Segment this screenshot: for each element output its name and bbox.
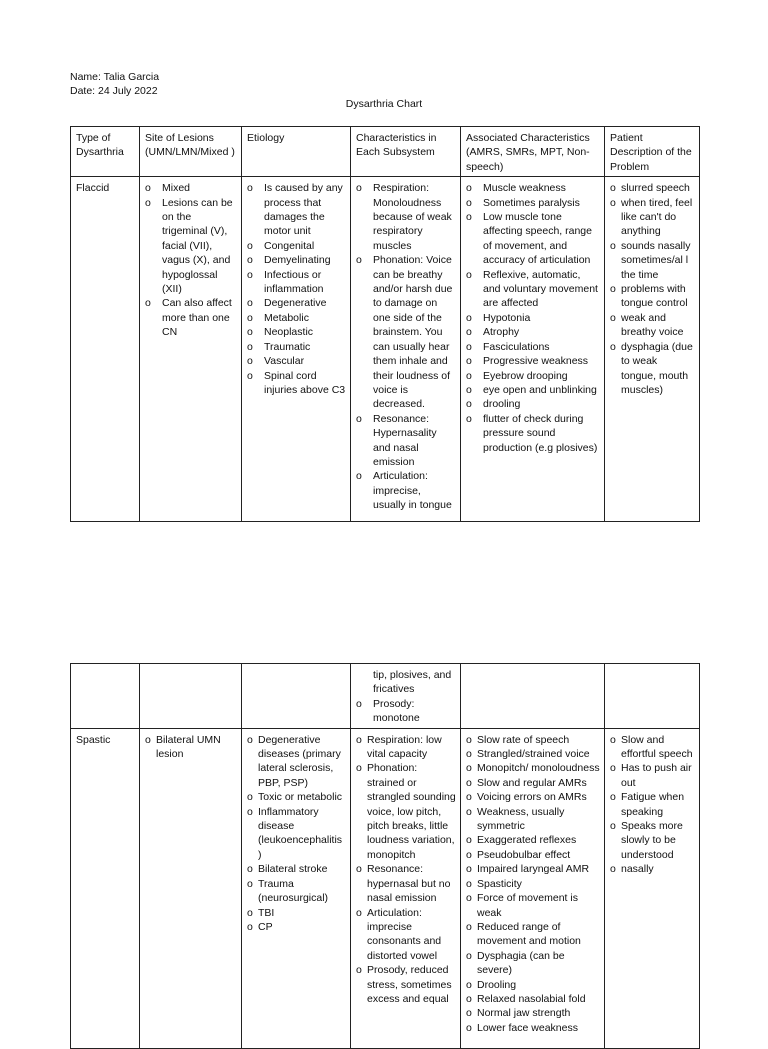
list-item: o Relaxed nasolabial fold (466, 992, 600, 1006)
list-item: o Prosody, reduced stress, sometimes excess and equal (356, 963, 456, 1006)
list-item: o Fatigue when speaking (610, 790, 695, 819)
name-line: Name: Talia Garcia (70, 71, 160, 83)
list-item: o Can also affect more than one CN (145, 296, 237, 339)
list-item: o Infectious or inflammation (247, 268, 346, 297)
patient-cell (605, 728, 700, 1048)
characteristics-cell (351, 664, 461, 729)
list-item: o Bilateral stroke (247, 862, 346, 876)
list-item: o Voicing errors on AMRs (466, 790, 600, 804)
site-cell (140, 177, 242, 522)
list-item: o Resonance: hypernasal but no nasal emission (356, 862, 456, 905)
patient-cell (605, 177, 700, 522)
list-item: o Progressive weakness (466, 354, 600, 368)
list-item: o problems with tongue control (610, 282, 695, 311)
column-header: Characteristics in Each Subsystem (351, 127, 461, 177)
associated-cell (461, 177, 605, 522)
associated-cell (461, 664, 605, 729)
patient-cell (605, 664, 700, 729)
list-item: o Articulation: imprecise consonants and distorted vowel (356, 906, 456, 964)
list-item: o Degenerative (247, 296, 346, 310)
list-item: o Fasciculations (466, 340, 600, 354)
list-item: o Low muscle tone affecting speech, range of movement, and accuracy of articulation (466, 210, 600, 268)
list-item: o Drooling (466, 978, 600, 992)
list-item: o Resonance: Hypernasality and nasal emission (356, 412, 456, 470)
list-item: o Dysphagia (can be severe) (466, 949, 600, 978)
list-item: o Neoplastic (247, 325, 346, 339)
list-item: o Articulation: imprecise, usually in tongue (356, 469, 456, 512)
type-cell: Flaccid (71, 177, 140, 522)
list-item: o eye open and unblinking (466, 383, 600, 397)
list-item: o Trauma (neurosurgical) (247, 877, 346, 906)
table-row-flaccid (71, 177, 700, 522)
list-item: o Demyelinating (247, 253, 346, 267)
list-item: o CP (247, 920, 346, 934)
list-item: o Pseudobulbar effect (466, 848, 600, 862)
list-item: o Is caused by any process that damages the motor unit (247, 181, 346, 239)
characteristics-cell (351, 177, 461, 522)
page-title: Dysarthria Chart (345, 98, 423, 110)
associated-cell (461, 728, 605, 1048)
list-item: o Metabolic (247, 311, 346, 325)
type-cell (71, 664, 140, 729)
list-item: o Muscle weakness (466, 181, 600, 195)
type-cell: Spastic (71, 728, 140, 1048)
list-item: o Degenerative diseases (primary lateral sclerosis, PBP, PSP) (247, 733, 346, 791)
list-item: o Eyebrow drooping (466, 369, 600, 383)
list-item: o Congenital (247, 239, 346, 253)
list-item: o flutter of check during pressure sound production (e.g plosives) (466, 412, 600, 455)
list-item: o Atrophy (466, 325, 600, 339)
dysarthria-table-page1 (70, 126, 700, 522)
etiology-cell (242, 177, 351, 522)
etiology-cell (242, 728, 351, 1048)
list-item: o Force of movement is weak (466, 891, 600, 920)
list-item: o Normal jaw strength (466, 1006, 600, 1020)
list-item: o Respiration: Monoloudness because of weak respiratory muscles (356, 181, 456, 253)
list-item: o Impaired laryngeal AMR (466, 862, 600, 876)
column-header: Patient Description of the Problem (605, 127, 700, 177)
list-item: o Bilateral UMN lesion (145, 733, 237, 762)
list-item: o when tired, feel like can't do anything (610, 196, 695, 239)
list-item: o TBI (247, 906, 346, 920)
list-item: o dysphagia (due to weak tongue, mouth muscles) (610, 340, 695, 398)
list-item: o Hypotonia (466, 311, 600, 325)
list-item: o Mixed (145, 181, 237, 195)
list-item: o Strangled/strained voice (466, 747, 600, 761)
list-item: o slurred speech (610, 181, 695, 195)
header-row (71, 127, 700, 177)
list-item: o Reduced range of movement and motion (466, 920, 600, 949)
list-item: o Sometimes paralysis (466, 196, 600, 210)
dysarthria-table-page2 (70, 663, 700, 1049)
continued-text: tip, plosives, and fricatives (373, 669, 452, 696)
list-item: o Slow and effortful speech (610, 733, 695, 762)
list-item: o Exaggerated reflexes (466, 833, 600, 847)
etiology-cell (242, 664, 351, 729)
site-cell (140, 664, 242, 729)
list-item: o Toxic or metabolic (247, 790, 346, 804)
list-item: o drooling (466, 397, 600, 411)
list-item: o Prosody: monotone (356, 697, 456, 726)
list-item: o Spasticity (466, 877, 600, 891)
list-item: o Slow and regular AMRs (466, 776, 600, 790)
list-item: o Phonation: strained or strangled sounding voice, low pitch, pitch breaks, little loudness variation, monopitch (356, 761, 456, 862)
list-item: o Spinal cord injuries above C3 (247, 369, 346, 398)
list-item: o nasally (610, 862, 695, 876)
table-row-continuation (71, 664, 700, 729)
column-header: Associated Characteristics (AMRS, SMRs, MPT, Non-speech) (461, 127, 605, 177)
list-item: o Speaks more slowly to be understood (610, 819, 695, 862)
list-item: o Has to push air out (610, 761, 695, 790)
list-item: o Lower face weakness (466, 1021, 600, 1035)
list-item: o Vascular (247, 354, 346, 368)
site-cell (140, 728, 242, 1048)
column-header: Etiology (242, 127, 351, 177)
list-item: o Monopitch/ monoloudness (466, 761, 600, 775)
list-item: o Phonation: Voice can be breathy and/or harsh due to damage on one side of the brainstem. You can usually hear them inhale and their loudness of voice is decreased. (356, 253, 456, 411)
date-line: Date: 24 July 2022 (70, 85, 158, 97)
list-item: o Reflexive, automatic, and voluntary movement are affected (466, 268, 600, 311)
list-item: o Traumatic (247, 340, 346, 354)
list-item: o Inflammatory disease (leukoencephalitis ) (247, 805, 346, 863)
list-item: o sounds nasally sometimes/al l the time (610, 239, 695, 282)
list-item: o Weakness, usually symmetric (466, 805, 600, 834)
list-item: o Slow rate of speech (466, 733, 600, 747)
table-row-spastic (71, 728, 700, 1048)
column-header: Type of Dysarthria (71, 127, 140, 177)
list-item: o Respiration: low vital capacity (356, 733, 456, 762)
list-item: o Lesions can be on the trigeminal (V), facial (VII), vagus (X), and hypoglossal (XII) (145, 196, 237, 297)
characteristics-cell (351, 728, 461, 1048)
column-header: Site of Lesions (UMN/LMN/Mixed ) (140, 127, 242, 177)
list-item: o weak and breathy voice (610, 311, 695, 340)
